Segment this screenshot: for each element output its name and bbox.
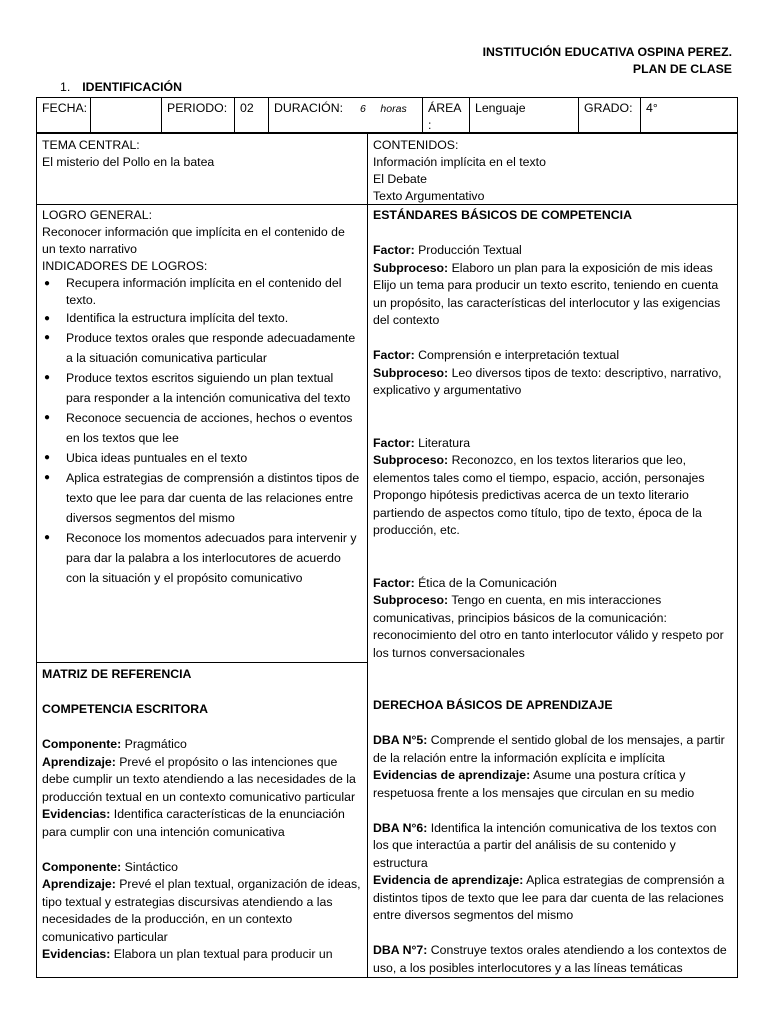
plan-table <box>36 133 738 978</box>
aprendizaje-label: Aprendizaje: <box>42 877 116 891</box>
componente-label: Componente: <box>42 859 122 874</box>
indicador-item: ● Reconoce los momentos adecuados para intervenir y para dar la palabra a los interlocutores de acuerdo con la situación y el propósito comunicativo <box>42 528 361 588</box>
section-number: 1. <box>60 80 71 94</box>
matriz-title: MATRIZ DE REFERENCIA <box>42 667 192 681</box>
componente-label: Componente: <box>42 737 122 751</box>
indicador-item: ● Ubica ideas puntuales en el texto <box>42 448 361 468</box>
dba-label: DBA N°7: <box>373 943 428 957</box>
estandares-cell <box>368 205 737 979</box>
factor-label: Factor: <box>373 243 415 257</box>
evidencias-label: Evidencias: <box>42 807 111 821</box>
grado-label: GRADO: <box>584 101 633 115</box>
subproceso-value: Elaboro un plan para la exposición de mis ideas <box>451 260 713 275</box>
area-label: ÁREA : <box>428 101 461 132</box>
evidencias-value: Identifica características de la enunciación para cumplir con una intención comunicativa <box>42 807 345 839</box>
contenido-item: El Debate <box>373 172 428 186</box>
periodo-label: PERIODO: <box>167 101 228 115</box>
document-header <box>483 44 732 78</box>
aprendizaje-label: Aprendizaje: <box>42 754 116 769</box>
indicador-item: ● Aplica estrategias de comprensión a distintos tipos de texto que lee para dar cuenta de las relaciones entre diversos segmentos del mismo <box>42 468 361 528</box>
tema-central-value: El misterio del Pollo en la batea <box>42 155 215 169</box>
contenidos-label: CONTENIDOS: <box>373 138 459 152</box>
evidencia-label: Evidencia de aprendizaje: <box>373 873 524 887</box>
subproceso-value: Leo diversos tipos de texto: descriptivo, narrativo, explicativo y argumentativo <box>373 365 722 397</box>
dba-label: DBA N°5: <box>373 733 428 747</box>
duracion-value: 6 horas <box>360 103 407 115</box>
factor-value: Comprensión e interpretación textual <box>418 348 620 362</box>
subproceso-extra: Elijo un tema para producir un texto escrito, teniendo en cuenta un propósito, las características del interlocutor y las exigencias del contexto <box>373 278 721 327</box>
evidencias-label: Evidencias: <box>42 947 111 961</box>
document-type: PLAN DE CLASE <box>632 62 732 76</box>
area-value: Lenguaje <box>475 101 526 115</box>
indicadores-label: INDICADORES DE LOGROS: <box>42 259 208 273</box>
factor-label: Factor: <box>373 575 415 590</box>
dba-label: DBA N°6: <box>373 820 428 835</box>
componente-value: Pragmático <box>124 737 187 751</box>
fecha-value <box>91 98 161 102</box>
subproceso-label: Subproceso: <box>373 593 449 607</box>
aprendizaje-value: Prevé el plan textual, organización de ideas, tipo textual y estrategias discursivas atendiendo a las necesidades de la producción, en un contexto comunicativo particular <box>42 877 361 944</box>
logro-label: LOGRO GENERAL: <box>42 208 153 222</box>
section-title <box>60 80 182 94</box>
competencia-title: COMPETENCIA ESCRITORA <box>42 702 209 716</box>
contenido-item: Información implícita en el texto <box>373 155 546 169</box>
componente-value: Sintáctico <box>124 859 178 874</box>
logro-value: Reconocer información que implícita en el contenido de un texto narrativo <box>42 225 345 256</box>
identification-row <box>36 97 738 133</box>
subproceso-extra: Propongo hipótesis predictivas acerca de un texto literario partiendo de aspectos como título, tipo de texto, época de la producción, etc. <box>373 488 702 537</box>
logro-cell <box>37 205 367 590</box>
subproceso-label: Subproceso: <box>373 365 449 380</box>
subproceso-value: Tengo en cuenta, en mis interacciones comunicativas, principios básicos de la comunicación: reconocimiento del otro en tanto interlocutor válido y respeto por los turnos conversacionales <box>373 593 724 660</box>
contenido-item: Texto Argumentativo <box>373 189 485 203</box>
grado-value: 4° <box>646 101 658 115</box>
aprendizaje-value: Prevé el propósito o las intenciones que debe cumplir un texto atendiendo a las necesidades de la producción textual en un contexto comunicativo particular <box>42 754 356 804</box>
evidencia-value: Aplica estrategias de comprensión a distintos tipos de texto que lee para dar cuenta de las relaciones entre diversos segmentos del mismo <box>373 873 725 922</box>
factor-label: Factor: <box>373 435 415 450</box>
factor-label: Factor: <box>373 348 415 362</box>
estandares-title: ESTÁNDARES BÁSICOS DE COMPETENCIA <box>373 208 632 222</box>
contenidos-cell <box>368 135 737 207</box>
institution-name: INSTITUCIÓN EDUCATIVA OSPINA PEREZ. <box>482 45 732 59</box>
dba-value: Construye textos orales atendiendo a los contextos de uso, a los posibles interlocutores y a las líneas temáticas <box>373 943 727 975</box>
duracion-label: DURACIÓN: <box>274 101 344 115</box>
dba-value: Comprende el sentido global de los mensajes, a partir de la relación entre la información explícita e implícita <box>373 733 725 765</box>
subproceso-label: Subproceso: <box>373 453 449 467</box>
factor-value: Ética de la Comunicación <box>418 575 557 590</box>
matriz-cell <box>37 664 367 966</box>
evidencias-value: Elabora un plan textual para producir un <box>113 947 333 961</box>
indicador-item: ● Reconoce secuencia de acciones, hechos o eventos en los textos que lee <box>42 408 361 448</box>
tema-central-cell <box>37 135 367 173</box>
evidencia-value: Asume una postura crítica y respetuosa frente a los mensajes que circulan en su medio <box>373 768 695 800</box>
subproceso-value: Reconozco, en los textos literarios que leo, elementos tales como el tiempo, espacio, acción, personajes <box>373 453 705 485</box>
tema-central-label: TEMA CENTRAL: <box>42 138 140 152</box>
subproceso-label: Subproceso: <box>373 260 449 275</box>
dba-value: Identifica la intención comunicativa de los textos con los que interactúa a partir del análisis de su contenido y estructura <box>373 820 717 870</box>
section-label: IDENTIFICACIÓN <box>82 80 183 94</box>
evidencia-label: Evidencias de aprendizaje: <box>373 768 531 782</box>
indicador-item: ● Identifica la estructura implícita del texto. <box>42 309 361 328</box>
indicadores-list <box>42 275 361 588</box>
indicador-item: ● Produce textos orales que responde adecuadamente a la situación comunicativa particular <box>42 328 361 368</box>
factor-value: Producción Textual <box>418 243 522 257</box>
indicador-item: ● Recupera información implícita en el contenido del texto. <box>42 275 361 309</box>
indicador-item: ● Produce textos escritos siguiendo un plan textual para responder a la intención comunicativa del texto <box>42 368 361 408</box>
dba-title: DERECHOA BÁSICOS DE APRENDIZAJE <box>373 698 613 712</box>
fecha-label: FECHA: <box>42 101 88 115</box>
factor-value: Literatura <box>418 435 471 450</box>
periodo-value: 02 <box>240 101 254 115</box>
